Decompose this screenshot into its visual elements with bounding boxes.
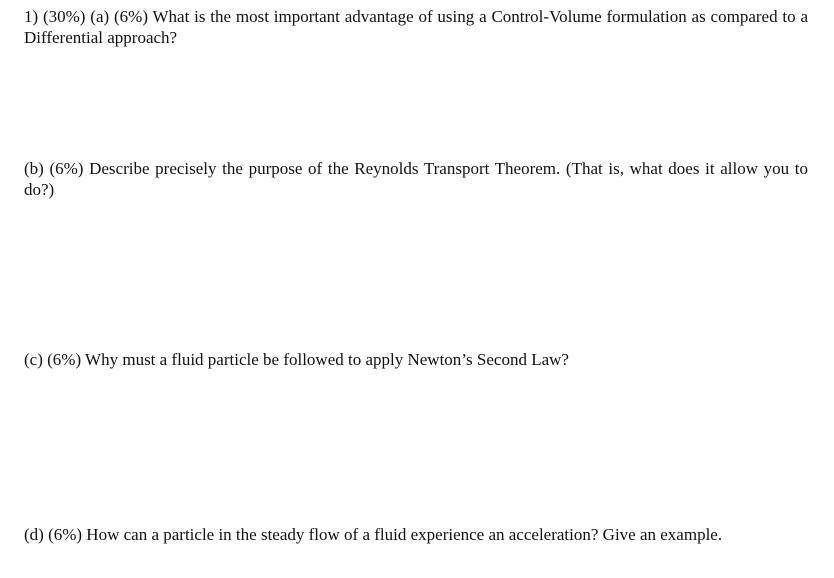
question-1c: (c) (6%) Why must a fluid particle be followed to apply Newton’s Second Law? (24, 350, 569, 369)
question-1a: 1) (30%) (a) (6%) What is the most important advantage of using a Control-Volume formulation as compared to a Differential approach? (24, 7, 808, 47)
question-1d: (d) (6%) How can a particle in the steady flow of a fluid experience an acceleration? Give an example. (24, 525, 723, 544)
question-1b: (b) (6%) Describe precisely the purpose of the Reynolds Transport Theorem. (That is, what does it allow you to do?) (24, 159, 808, 199)
